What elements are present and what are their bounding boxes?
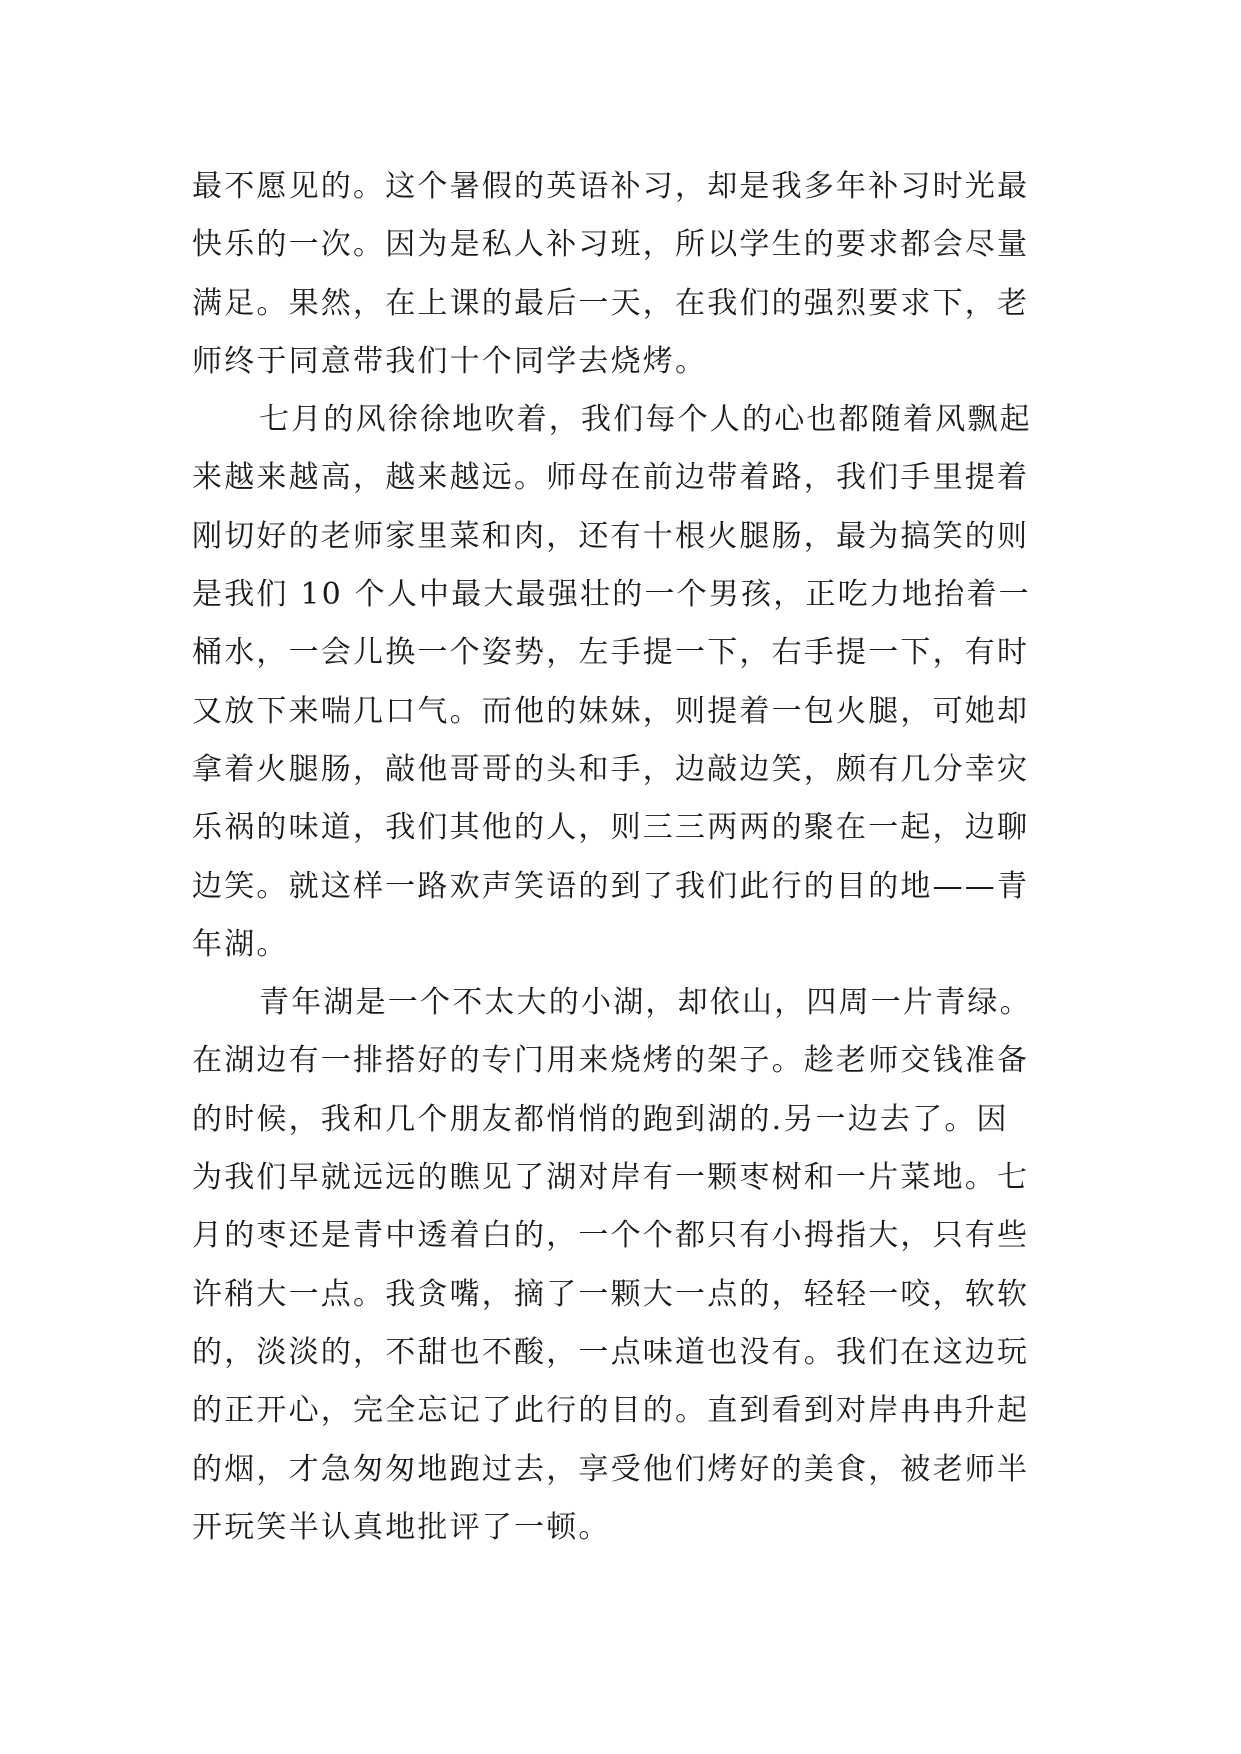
document-body [192,158,1052,1557]
text-line: 月的枣还是青中透着白的，一个个都只有小拇指大，只有些 [192,1218,1030,1254]
text-line: 乐祸的味道，我们其他的人，则三三两两的聚在一起，边聊 [192,810,1030,846]
text-line: 快乐的一次。因为是私人补习班，所以学生的要求都会尽量 [192,227,1030,263]
paragraph-first-line: 青年湖是一个不太大的小湖，却依山，四周一片青绿。 [259,985,1032,1021]
text-line: 又放下来喘几口气。而他的妹妹，则提着一包火腿，可她却 [192,693,1030,729]
text-line: 在湖边有一排搭好的专门用来烧烤的架子。趁老师交钱准备 [192,1043,1030,1079]
text-line: 是我们 10 个人中最大最强壮的一个男孩，正吃力地抬着一 [192,577,1031,613]
text-line: 的时候，我和几个朋友都悄悄的跑到湖的.另一边去了。因 [192,1101,1009,1137]
text-line: 的正开心，完全忘记了此行的目的。直到看到对岸冉冉升起 [192,1393,1030,1429]
text-line: 拿着火腿肠，敲他哥哥的头和手，边敲边笑，颇有几分幸灾 [192,751,1030,787]
text-line: 最不愿见的。这个暑假的英语补习，却是我多年补习时光最 [192,169,1030,204]
text-line: 来越来越高，越来越远。师母在前边带着路，我们手里提着 [192,460,1030,496]
text-line: 师终于同意带我们十个同学去烧烤。 [192,343,708,379]
text-line: 为我们早就远远的瞧见了湖对岸有一颗枣树和一片菜地。七 [192,1160,1030,1196]
text-line: 的，淡淡的，不甜也不酸，一点味道也没有。我们在这边玩 [192,1334,1030,1370]
text-line: 开玩笑半认真地批评了一顿。 [192,1509,611,1545]
text-line: 满足。果然，在上课的最后一天，在我们的强烈要求下，老 [192,285,1030,321]
text-line: 边笑。就这样一路欢声笑语的到了我们此行的目的地——青 [192,868,1030,904]
text-line: 刚切好的老师家里菜和肉，还有十根火腿肠，最为搞笑的则 [192,518,1030,554]
text-line: 的烟，才急匆匆地跑过去，享受他们烤好的美食，被老师半 [192,1451,1030,1487]
text-line: 许稍大一点。我贪嘴，摘了一颗大一点的，轻轻一咬，软软 [192,1276,1030,1312]
text-line: 年湖。 [192,926,289,962]
text-line: 桶水，一会儿换一个姿势，左手提一下，右手提一下，有时 [192,635,1030,671]
paragraph-first-line: 七月的风徐徐地吹着，我们每个人的心也都随着风飘起 [259,402,1032,438]
